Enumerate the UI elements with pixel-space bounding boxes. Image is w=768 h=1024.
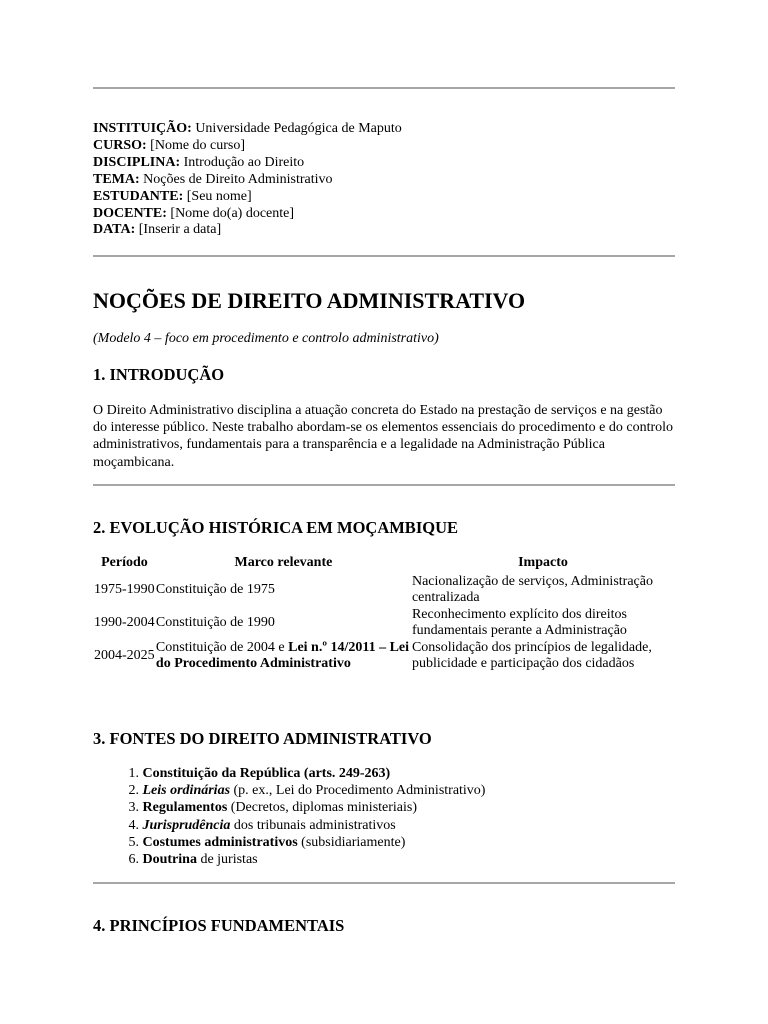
list-item: 6. Doutrina de juristas — [128, 852, 258, 868]
document-title: NOÇÕES DE DIREITO ADMINISTRATIVO — [93, 288, 526, 313]
table-row — [93, 640, 675, 673]
info-data: DATA: [Inserir a data] — [93, 222, 222, 238]
cell-marco: Constituição de 1990 — [155, 614, 275, 630]
table-row — [93, 574, 675, 607]
header-marco: Marco relevante — [234, 555, 333, 570]
list-item: 4. Jurisprudência dos tribunais administrativos — [128, 817, 396, 833]
horizontal-rule — [93, 87, 675, 89]
section-heading-introducao: 1. INTRODUÇÃO — [93, 365, 225, 384]
table-row — [93, 607, 675, 640]
horizontal-rule — [93, 484, 675, 486]
header-impacto: Impacto — [518, 555, 568, 570]
cell-impacto: Consolidação dos princípios de legalidade, publicidade e participação dos cidadãos — [411, 639, 652, 671]
cover-info-block — [93, 121, 402, 239]
cell-impacto: Reconhecimento explícito dos direitos fundamentais perante a Administração — [411, 606, 627, 638]
info-estudante: ESTUDANTE: [Seu nome] — [93, 188, 252, 204]
list-item: 3. Regulamentos (Decretos, diplomas ministeriais) — [128, 800, 418, 816]
document-subtitle: (Modelo 4 – foco em procedimento e controlo administrativo) — [93, 331, 439, 346]
header-periodo: Período — [101, 555, 148, 570]
info-docente: DOCENTE: [Nome do(a) docente] — [93, 205, 295, 221]
sources-list — [93, 765, 485, 868]
list-item: 2. Leis ordinárias (p. ex., Lei do Procedimento Administrativo) — [128, 783, 486, 799]
info-disciplina: DISCIPLINA: Introdução ao Direito — [93, 154, 305, 170]
info-curso: CURSO: [Nome do curso] — [93, 137, 246, 153]
intro-paragraph: O Direito Administrativo disciplina a atuação concreta do Estado na prestação de serviços e na gestão do interesse público. Neste trabalho abordam-se os elementos essenciais do procedimento e do controlo administrativos, fundamentais para a transparência e a legalidade na Administração Pública moçambicana. — [93, 403, 674, 470]
section-heading-principios: 4. PRINCÍPIOS FUNDAMENTAIS — [93, 916, 345, 935]
cell-periodo: 1990-2004 — [94, 614, 155, 630]
section-heading-fontes: 3. FONTES DO DIREITO ADMINISTRATIVO — [93, 729, 432, 748]
list-item: 5. Costumes administrativos (subsidiariamente) — [128, 834, 406, 850]
table-header-row — [93, 554, 675, 574]
cell-impacto: Nacionalização de serviços, Administração centralizada — [411, 573, 653, 605]
info-tema: TEMA: Noções de Direito Administrativo — [93, 171, 333, 187]
section-heading-evolucao: 2. EVOLUÇÃO HISTÓRICA EM MOÇAMBIQUE — [93, 518, 458, 537]
horizontal-rule — [93, 882, 675, 884]
list-item: 1. Constituição da República (arts. 249-263) — [128, 766, 391, 781]
cell-periodo: 1975-1990 — [94, 581, 155, 597]
info-instituicao: INSTITUIÇÃO: Universidade Pedagógica de Maputo — [93, 121, 402, 136]
horizontal-rule — [93, 255, 675, 257]
cell-marco: Constituição de 2004 e Lei n.º 14/2011 – Lei do Procedimento Administrativo — [155, 639, 410, 671]
history-table — [93, 554, 675, 673]
cell-periodo: 2004-2025 — [94, 647, 155, 663]
cell-marco: Constituição de 1975 — [155, 581, 275, 597]
